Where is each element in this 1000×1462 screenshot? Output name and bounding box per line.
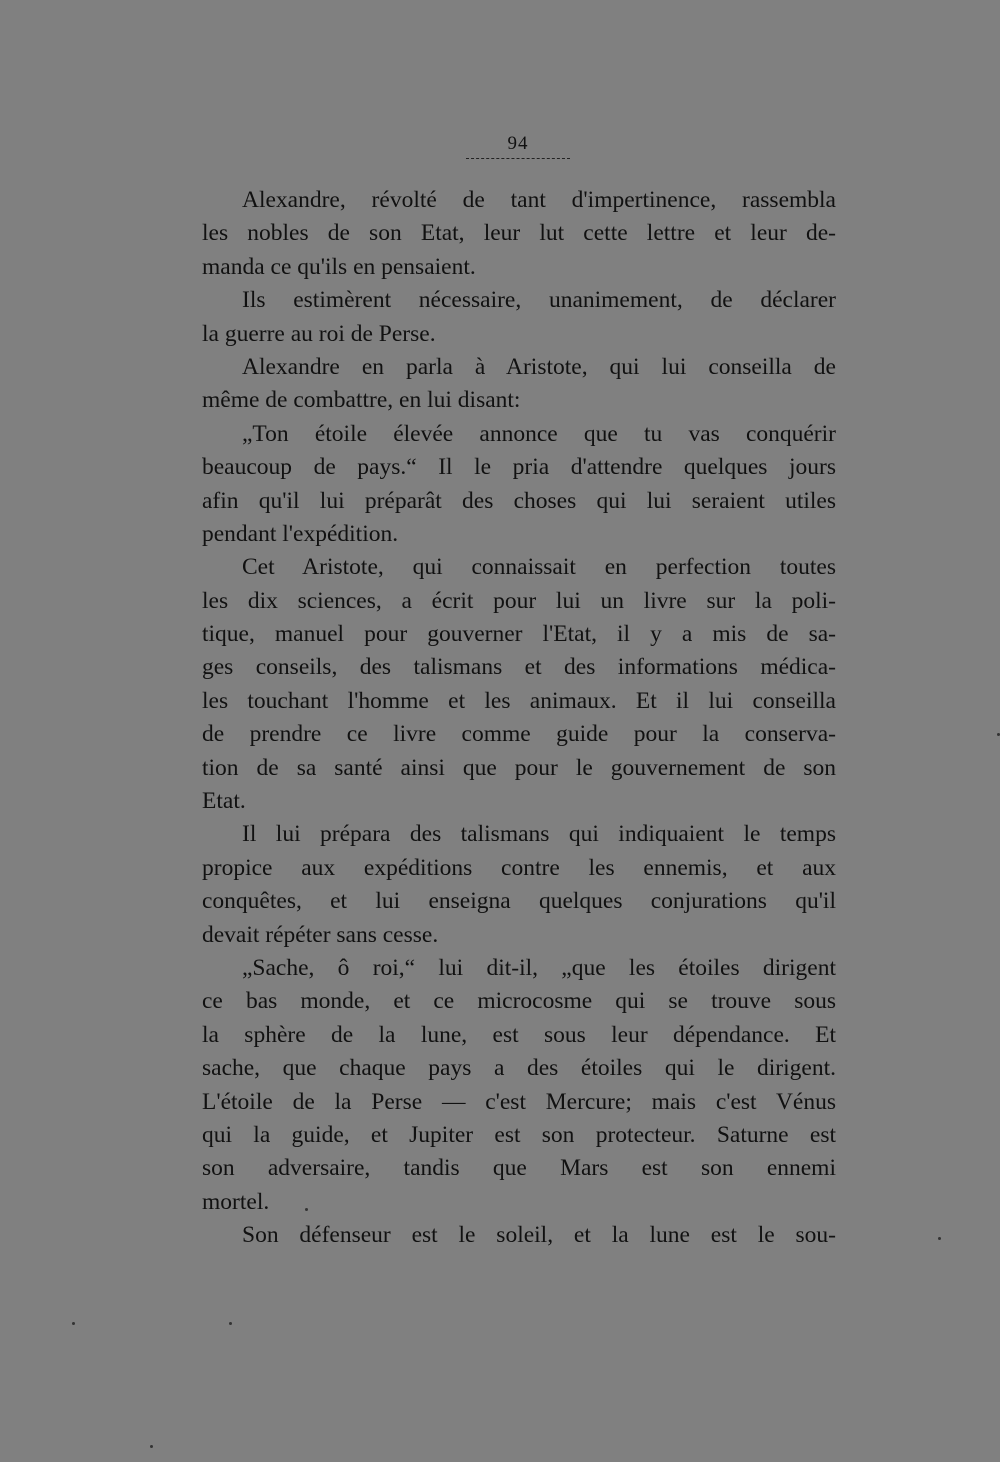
scan-speck	[938, 1237, 941, 1240]
text-line: „Ton étoile élevée annonce que tu vas conquérir	[242, 420, 836, 447]
text-line: même de combattre, en lui disant:	[202, 387, 521, 414]
text-line: tique, manuel pour gouverner l'Etat, il y a mis de sa-	[202, 621, 836, 648]
text-line: Cet Aristote, qui connaissait en perfection toutes	[242, 554, 836, 581]
text-line: beaucoup de pays.“ Il le pria d'attendre quelques jours	[202, 454, 836, 481]
scan-speck	[229, 1322, 232, 1325]
text-line: Il lui prépara des talismans qui indiquaient le temps	[242, 821, 836, 848]
text-line: de prendre ce livre comme guide pour la conserva-	[202, 721, 836, 748]
text-line: les nobles de son Etat, leur lut cette lettre et leur de-	[202, 220, 836, 247]
scan-speck	[305, 1208, 308, 1211]
text-line: la sphère de la lune, est sous leur dépendance. Et	[202, 1021, 836, 1048]
scan-speck	[150, 1445, 153, 1448]
body-text	[202, 184, 836, 1253]
scan-speck	[72, 1322, 75, 1325]
text-line: conquêtes, et lui enseigna quelques conjurations qu'il	[202, 888, 836, 915]
text-line: L'étoile de la Perse — c'est Mercure; mais c'est Vénus	[202, 1088, 836, 1115]
text-line: les touchant l'homme et les animaux. Et il lui conseilla	[202, 687, 836, 714]
text-line: manda ce qu'ils en pensaient.	[202, 253, 476, 280]
page-number-rule	[466, 158, 570, 159]
text-line: ges conseils, des talismans et des informations médica-	[202, 654, 836, 681]
text-line: mortel.	[202, 1188, 270, 1215]
page-number: 94	[507, 133, 529, 154]
text-line: ce bas monde, et ce microcosme qui se trouve sous	[202, 988, 836, 1015]
text-line: Alexandre, révolté de tant d'impertinence, rassembla	[242, 187, 836, 213]
text-line: sache, que chaque pays a des étoiles qui le dirigent.	[202, 1055, 836, 1082]
text-line: les dix sciences, a écrit pour lui un livre sur la poli-	[202, 587, 836, 614]
text-line: afin qu'il lui préparât des choses qui lui seraient utiles	[202, 487, 836, 514]
text-line: pendant l'expédition.	[202, 520, 399, 547]
text-line: Ils estimèrent nécessaire, unanimement, de déclarer	[242, 287, 836, 314]
text-line: Son défenseur est le soleil, et la lune est le sou-	[242, 1222, 836, 1249]
text-line: la guerre au roi de Perse.	[202, 320, 436, 347]
text-line: „Sache, ô roi,“ lui dit-il, „que les étoiles dirigent	[242, 954, 836, 981]
text-line: tion de sa santé ainsi que pour le gouvernement de son	[202, 754, 836, 781]
text-line: son adversaire, tandis que Mars est son ennemi	[202, 1155, 836, 1182]
text-line: devait répéter sans cesse.	[202, 921, 439, 948]
text-line: propice aux expéditions contre les ennemis, et aux	[202, 854, 836, 881]
text-line: Alexandre en parla à Aristote, qui lui conseilla de	[242, 353, 836, 380]
text-line: qui la guide, et Jupiter est son protecteur. Saturne est	[202, 1121, 836, 1148]
text-line: Etat.	[202, 788, 246, 815]
